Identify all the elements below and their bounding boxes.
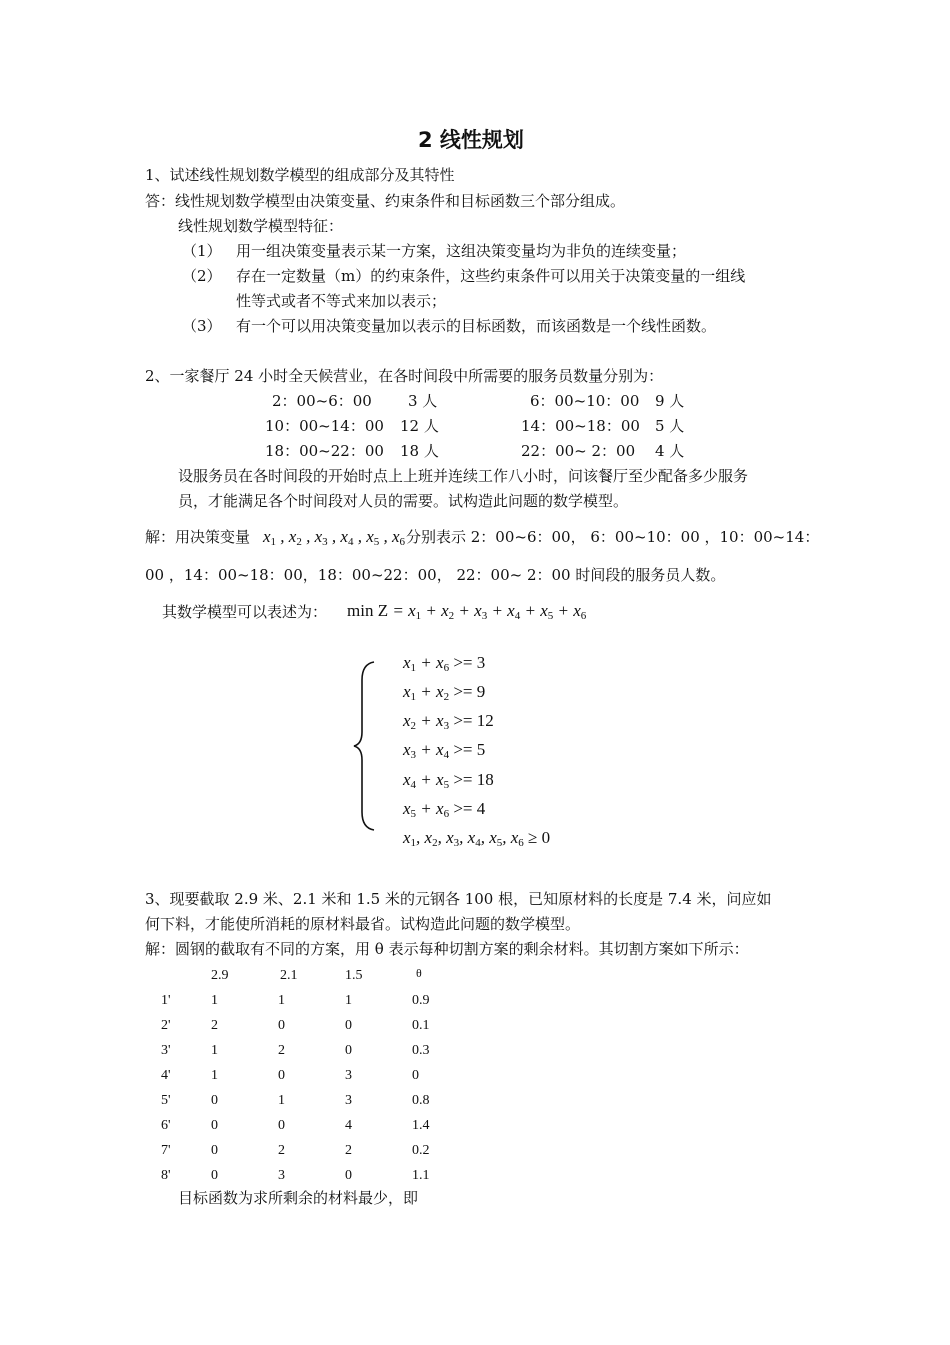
- table-cell: 0: [211, 1143, 218, 1158]
- schedule-time: 18：00~22：00: [265, 442, 384, 460]
- table-cell: 0.2: [412, 1143, 430, 1158]
- q2-solution-mid: 分别表示 2：00~6：00， 6：00~10：00 ，10：00~14：: [406, 528, 820, 546]
- schedule-count: 4 人: [655, 442, 685, 460]
- constraint-5: $x_4 + x_5 >= 18$: [403, 770, 494, 791]
- row-label: 2': [161, 1018, 171, 1033]
- table-cell: 1: [278, 1093, 285, 1108]
- constraint-3: $x_2 + x_3 >= 12$: [403, 711, 494, 732]
- row-label: 7': [161, 1143, 171, 1158]
- constraint-4: $x_3 + x_4 >= 5$: [403, 740, 486, 761]
- schedule-time: 10：00~14：00: [265, 417, 384, 435]
- row-label: 4': [161, 1068, 171, 1083]
- schedule-count: 3 人: [408, 392, 438, 410]
- q3-question: 3、现要截取 2.9 米、2.1 米和 1.5 米的元钢各 100 根，已知原材料的长度是 7.4 米，问应如: [145, 890, 772, 908]
- q2-description: 设服务员在各时间段的开始时点上上班并连续工作八小时，问该餐厅至少配备多少服务: [178, 467, 749, 485]
- table-cell: 2: [278, 1043, 285, 1058]
- schedule-count: 12 人: [400, 417, 439, 435]
- schedule-count: 18 人: [400, 442, 439, 460]
- table-header: θ: [416, 966, 422, 980]
- table-cell: 1: [278, 993, 285, 1008]
- schedule-time: 6：00~10：00: [530, 392, 640, 410]
- table-cell: 0.8: [412, 1093, 430, 1108]
- table-cell: 0.1: [412, 1018, 430, 1033]
- table-cell: 2: [345, 1143, 352, 1158]
- table-cell: 2: [278, 1143, 285, 1158]
- objective-note: 目标函数为求所剩余的材料最少，即: [178, 1189, 419, 1207]
- row-label: 8': [161, 1168, 171, 1183]
- q1-answer: 答：线性规划数学模型由决策变量、约束条件和目标函数三个部分组成。: [145, 192, 626, 210]
- table-header: 1.5: [345, 968, 363, 983]
- table-cell: 0: [211, 1168, 218, 1183]
- objective-function: $\min Z = x_1 + x_2 + x_3 + x_4 + x_5 + x_6$: [347, 601, 587, 622]
- constraint-1: $x_1 + x_6 >= 3$: [403, 653, 486, 674]
- q1-question: 1、试述线性规划数学模型的组成部分及其特性: [145, 166, 455, 184]
- q1-item-2-text: 存在一定数量（m）的约束条件，这些约束条件可以用关于决策变量的一组线: [236, 267, 746, 285]
- table-cell: 1: [211, 1068, 218, 1083]
- q2-solution-line2: 00 ，14：00~18：00，18：00~22：00， 22：00~ 2：00 时间段的服务员人数。: [145, 566, 726, 584]
- table-cell: 0: [345, 1043, 352, 1058]
- table-cell: 1: [211, 1043, 218, 1058]
- constraint-6: $x_5 + x_6 >= 4$: [403, 799, 486, 820]
- q1-item-2-text-cont: 性等式或者不等式来加以表示；: [236, 292, 447, 310]
- constraint-2: $x_1 + x_2 >= 9$: [403, 682, 486, 703]
- decision-variables: $x_1$ , $x_2$ , $x_3$ , $x_4$ , $x_5$ , $x_6$: [263, 527, 406, 548]
- row-label: 5': [161, 1093, 171, 1108]
- q1-item-3-num: （3）: [182, 317, 222, 335]
- q1-item-2-num: （2）: [182, 267, 222, 285]
- q3-solution: 解：圆钢的截取有不同的方案，用 θ 表示每种切割方案的剩余材料。其切割方案如下所示：: [145, 940, 749, 958]
- table-cell: 0: [278, 1018, 285, 1033]
- schedule-time: 22：00~ 2：00: [521, 442, 636, 460]
- q1-item-1-text: 用一组决策变量表示某一方案，这组决策变量均为非负的连续变量；: [236, 242, 687, 260]
- q1-item-3-text: 有一个可以用决策变量加以表示的目标函数，而该函数是一个线性函数。: [236, 317, 717, 335]
- table-cell: 1: [345, 993, 352, 1008]
- schedule-count: 5 人: [655, 417, 685, 435]
- schedule-count: 9 人: [655, 392, 685, 410]
- schedule-time: 14：00~18：00: [521, 417, 640, 435]
- table-header: 2.9: [211, 968, 229, 983]
- constraint-nonneg: $x_1$, $x_2$, $x_3$, $x_4$, $x_5$, $x_6 \ge 0$: [403, 828, 551, 849]
- table-header: 2.1: [280, 968, 298, 983]
- table-cell: 0: [278, 1068, 285, 1083]
- row-label: 3': [161, 1043, 171, 1058]
- q3-question-cont: 何下料，才能使所消耗的原材料最省。试构造此问题的数学模型。: [145, 915, 581, 933]
- q2-solution-prefix: 解：用决策变量: [145, 528, 251, 546]
- row-label: 6': [161, 1118, 171, 1133]
- row-label: 1': [161, 993, 171, 1008]
- model-intro: 其数学模型可以表述为：: [162, 603, 328, 621]
- table-cell: 0: [211, 1118, 218, 1133]
- table-cell: 3: [345, 1093, 352, 1108]
- table-cell: 3: [278, 1168, 285, 1183]
- q1-item-1-num: （1）: [182, 242, 222, 260]
- schedule-time: 2：00~6：00: [272, 392, 372, 410]
- table-cell: 0: [345, 1168, 352, 1183]
- table-cell: 0.9: [412, 993, 430, 1008]
- table-cell: 0: [278, 1118, 285, 1133]
- table-cell: 2: [211, 1018, 218, 1033]
- table-cell: 4: [345, 1118, 352, 1133]
- table-cell: 0.3: [412, 1043, 430, 1058]
- q1-features-heading: 线性规划数学模型特征：: [178, 217, 344, 235]
- page-title: 2 线性规划: [418, 128, 524, 152]
- table-cell: 1.4: [412, 1118, 430, 1133]
- table-cell: 0: [211, 1093, 218, 1108]
- constraint-brace: [352, 660, 382, 832]
- table-cell: 1.1: [412, 1168, 430, 1183]
- table-cell: 0: [412, 1068, 419, 1083]
- q2-question: 2、一家餐厅 24 小时全天候营业，在各时间段中所需要的服务员数量分别为：: [145, 367, 664, 385]
- table-cell: 3: [345, 1068, 352, 1083]
- table-cell: 0: [345, 1018, 352, 1033]
- table-cell: 1: [211, 993, 218, 1008]
- q2-description-cont: 员，才能满足各个时间段对人员的需要。试构造此问题的数学模型。: [178, 492, 629, 510]
